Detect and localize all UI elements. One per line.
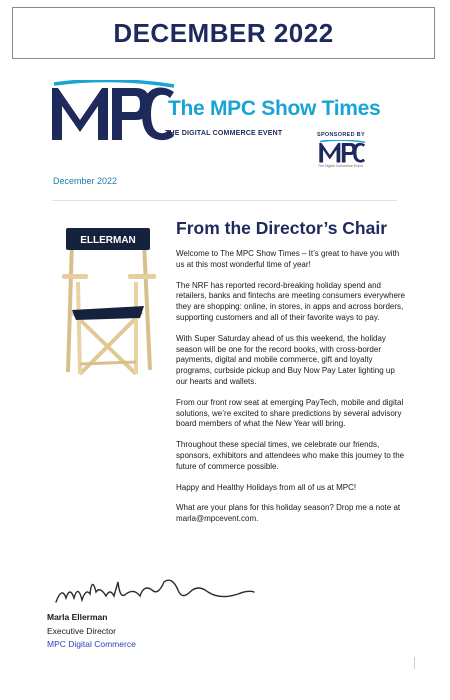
directors-chair-icon bbox=[58, 222, 160, 380]
chair-label: ELLERMAN bbox=[80, 235, 136, 246]
show-subtitle: THE DIGITAL COMMERCE EVENT bbox=[165, 130, 283, 137]
issue-date: December 2022 bbox=[53, 176, 118, 186]
article-paragraph: What are your plans for this holiday season? Drop me a note at marla@mpcevent.com. bbox=[176, 503, 401, 524]
signoff-company: MPC Digital Commerce bbox=[47, 639, 136, 649]
article-paragraph: Throughout these special times, we celebrate our friends, sponsors, exhibitors and attendees who make this journey to the future of commerce possible. bbox=[176, 440, 405, 471]
signoff-name: Marla Ellerman bbox=[47, 612, 108, 622]
article-paragraph: Welcome to The MPC Show Times – It’s great to have you with us at this most wonderful time of year! bbox=[176, 249, 400, 269]
article-paragraph: The NRF has reported record-breaking holiday spend and retailers, banks and fintechs are meeting consumers everywhere they are shopping: online, in stores, in apps and across borders, supporting customers and all of their favorite ways to pay. bbox=[176, 280, 405, 322]
article-paragraph: From our front row seat at emerging PayTech, mobile and digital solutions, we’re excited to share predictions by several advisory board members of what the New Year will bring. bbox=[176, 397, 404, 429]
sponsor-tagline: The Digital Commerce Event bbox=[318, 164, 363, 168]
article-body bbox=[176, 249, 408, 535]
sponsored-by-label: SPONSORED BY bbox=[317, 132, 365, 138]
show-title: The MPC Show Times bbox=[168, 97, 381, 120]
article-paragraph: With Super Saturday ahead of us this weekend, the holiday season will be one for the record books, with cross-border payments, digital and mobile commerce, gift and loyalty programs, curbside pickup and Buy Now Pay Later lighting up our hearts and wallets. bbox=[176, 333, 395, 386]
article-title: From the Director’s Chair bbox=[176, 218, 388, 238]
issue-banner bbox=[12, 7, 435, 59]
divider bbox=[52, 200, 397, 201]
signoff-role: Executive Director bbox=[47, 626, 116, 636]
divider-vertical bbox=[414, 657, 415, 669]
sponsor-logo bbox=[318, 140, 366, 164]
article-paragraph: Happy and Healthy Holidays from all of us at MPC! bbox=[176, 482, 357, 492]
issue-banner-title: DECEMBER 2022 bbox=[113, 17, 334, 48]
mpc-logo bbox=[50, 80, 175, 144]
handwritten-signature bbox=[48, 566, 258, 610]
